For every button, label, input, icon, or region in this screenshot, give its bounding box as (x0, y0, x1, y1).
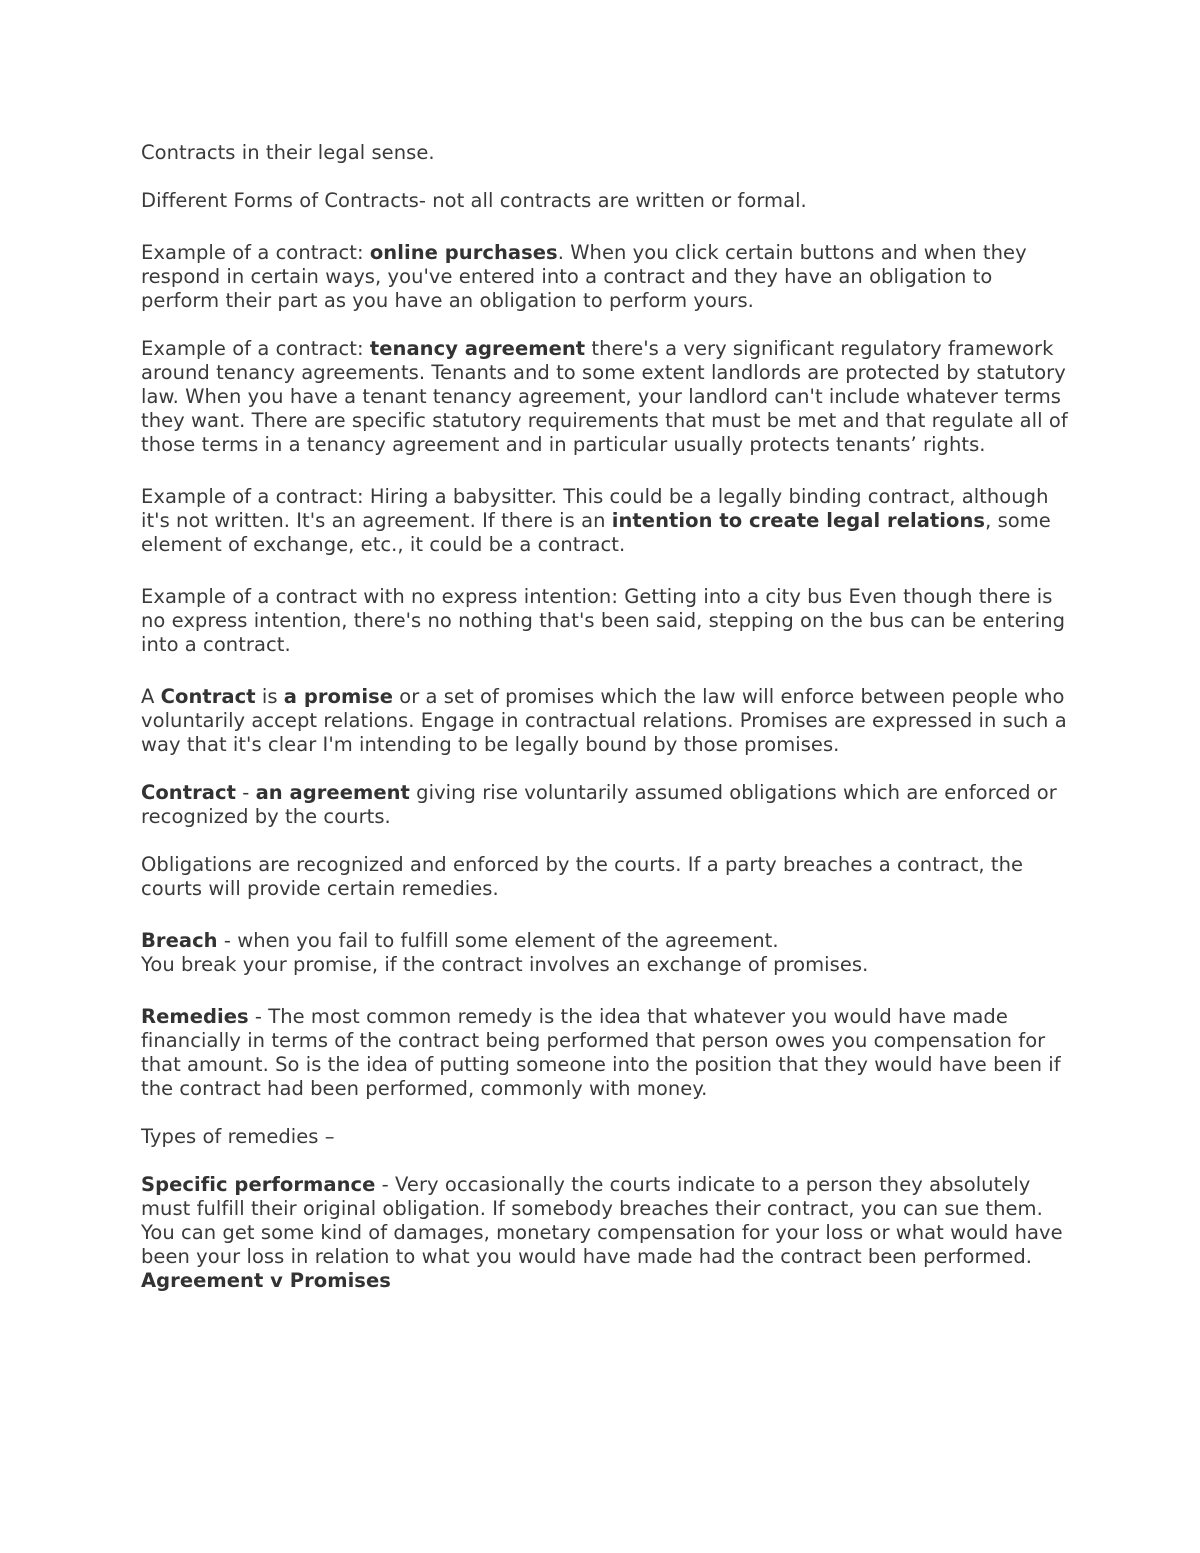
paragraph-tenancy-agreement (141, 337, 1071, 457)
paragraph-obligations: Obligations are recognized and enforced by the courts. If a party breaches a contract, the courts will provide certain remedies. (141, 853, 1024, 900)
text-span: Example of a contract: (141, 241, 370, 264)
text-span: Example of a contract: (141, 337, 370, 360)
paragraph-online-purchases (141, 241, 1071, 313)
types-of-remedies-line: Types of remedies – (141, 1125, 335, 1148)
bold-term-specific-performance: Specific performance (141, 1173, 376, 1196)
text-span: - The most common remedy is the idea that whatever you would have made financially in terms of the contract being performed that person owes you compensation for that amount. So is the idea of putting someone into the position that they would have been if the contract had been performed, commonly with money. (141, 1005, 1061, 1100)
text-span: - Very occasionally the courts indicate to a person they absolutely must fulfill their original obligation. If somebody breaches their contract, you can sue them. You can get some kind of damages, monetary compensation for your loss or what would have been your loss in relation to what you would have made had the contract been performed. (141, 1173, 1063, 1268)
paragraph-specific-performance (141, 1173, 1071, 1269)
paragraph-babysitter (141, 485, 1071, 557)
document-body (141, 141, 1071, 1293)
bold-term-a-promise: a promise (283, 685, 394, 708)
text-span: . When you click certain buttons and when they respond in certain ways, you've entered into a contract and they have an obligation to perform their part as you have an obligation to perform yours. (141, 241, 1027, 312)
text-span: You break your promise, if the contract involves an exchange of promises. (141, 953, 869, 976)
text-span: Example of a contract: Hiring a babysitter. This could be a legally binding contract, although it's not written. It's an agreement. If there is an (141, 485, 1049, 532)
bold-term-online-purchases: online purchases (369, 241, 558, 264)
text-span: is (255, 685, 284, 708)
bold-term-breach: Breach (141, 929, 218, 952)
paragraph-remedies (141, 1005, 1071, 1101)
heading-agreement-v-promises: Agreement v Promises (141, 1269, 391, 1292)
text-span: - when you fail to fulfill some element of the agreement. (217, 929, 779, 952)
forms-line: Different Forms of Contracts- not all contracts are written or formal. (141, 189, 807, 212)
text-span: A (141, 685, 161, 708)
text-span: - (235, 781, 256, 804)
bold-term-contract: Contract (141, 781, 236, 804)
text-span: giving rise voluntarily assumed obligations which are enforced or recognized by the courts. (141, 781, 1057, 828)
bold-term-contract: Contract (160, 685, 256, 708)
bold-term-tenancy-agreement: tenancy agreement (369, 337, 586, 360)
bold-term-remedies: Remedies (141, 1005, 249, 1028)
paragraph-city-bus: Example of a contract with no express intention: Getting into a city bus Even though there is no express intention, there's no nothing that's been said, stepping on the bus can be entering into a contract. (141, 585, 1066, 656)
title-line: Contracts in their legal sense. (141, 141, 435, 164)
bold-term-intention: intention to create legal relations (611, 509, 986, 532)
paragraph-contract-promise (141, 685, 1071, 757)
paragraph-breach (141, 929, 1071, 977)
text-span: or a set of promises which the law will enforce between people who voluntarily accept relations. Engage in contractual relations. Promises are expressed in such a way that it's clear I'm intending to be legally bound by those promises. (141, 685, 1067, 756)
text-span: , some element of exchange, etc., it could be a contract. (141, 509, 1051, 556)
text-span: there's a very significant regulatory framework around tenancy agreements. Tenants and to some extent landlords are protected by statutory law. When you have a tenant tenancy agreement, your landlord can't include whatever terms they want. There are specific statutory requirements that must be met and that regulate all of those terms in a tenancy agreement and in particular usually protects tenants’ rights. (141, 337, 1068, 456)
bold-term-an-agreement: an agreement (255, 781, 410, 804)
paragraph-contract-agreement (141, 781, 1071, 829)
